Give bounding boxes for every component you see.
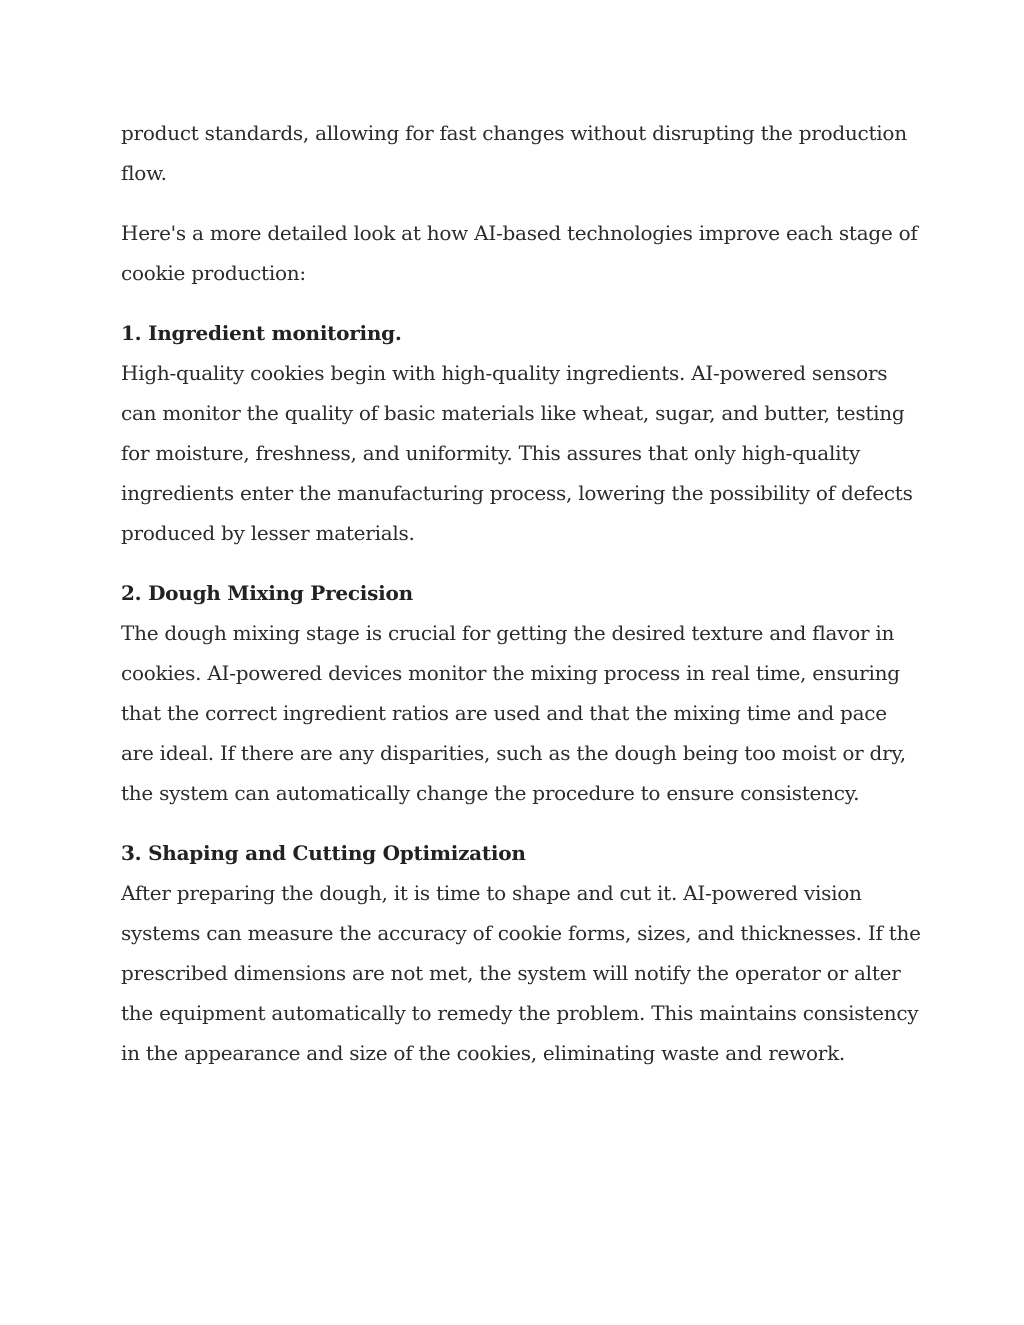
section-shaping-cutting [121,833,921,1073]
section-body: The dough mixing stage is crucial for getting the desired texture and flavor in cookies. AI-powered devices monitor the mixing process in real time, ensuring that the correct ingredient ratios are used and that the mixing time and pace are ideal. If there are any disparities, such as the dough being too moist or dry, the system can automatically change the procedure to ensure consistency. [121,621,906,805]
section-body: After preparing the dough, it is time to shape and cut it. AI-powered vision systems can measure the accuracy of cookie forms, sizes, and thicknesses. If the prescribed dimensions are not met, the system will notify the operator or alter the equipment automatically to remedy the problem. This maintains consistency in the appearance and size of the cookies, eliminating waste and rework. [121,881,921,1065]
intro-paragraph: product standards, allowing for fast changes without disrupting the production flow. [121,121,907,185]
section-body: High-quality cookies begin with high-quality ingredients. AI-powered sensors can monitor the quality of basic materials like wheat, sugar, and butter, testing for moisture, freshness, and uniformity. This assures that only high-quality ingredients enter the manufacturing process, lowering the possibility of defects produced by lesser materials. [121,361,913,545]
section-heading: 1. Ingredient monitoring. [121,321,402,345]
section-heading: 2. Dough Mixing Precision [121,581,413,605]
section-dough-mixing [121,573,921,813]
section-ingredient-monitoring [121,313,921,553]
document-page [121,113,921,1093]
section-heading: 3. Shaping and Cutting Optimization [121,841,526,865]
intro-paragraph: Here's a more detailed look at how AI-based technologies improve each stage of cookie production: [121,221,918,285]
